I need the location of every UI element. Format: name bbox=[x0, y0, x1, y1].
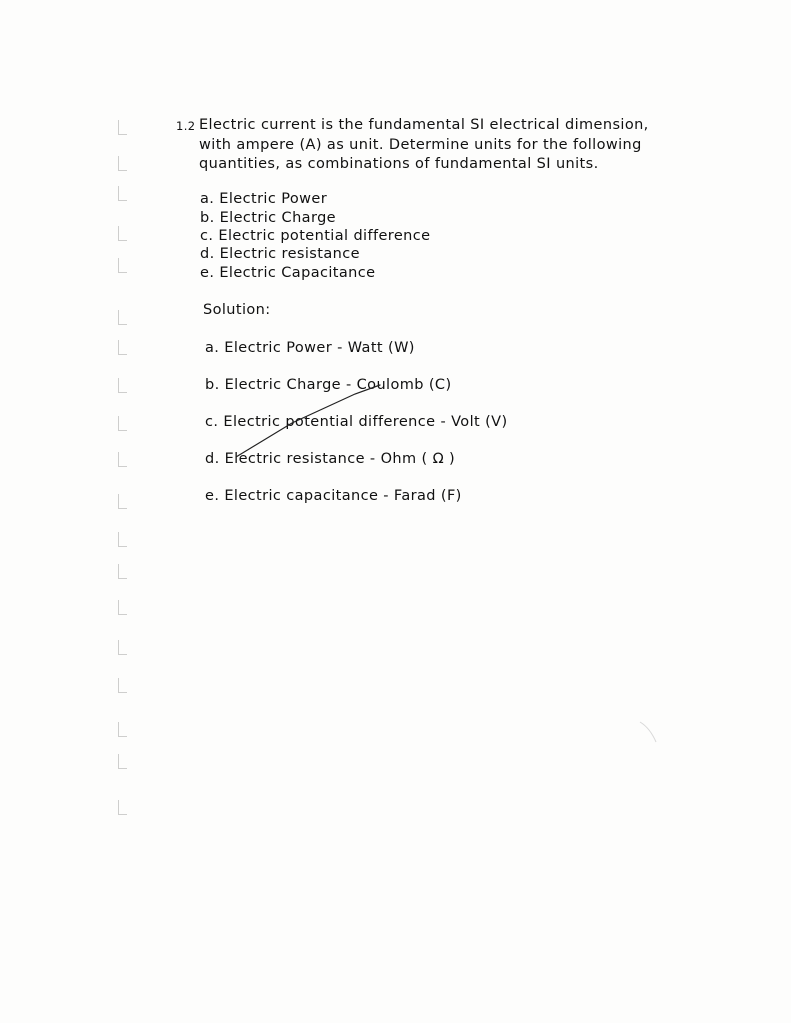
binder-mark bbox=[118, 340, 127, 355]
list-item-d: d. Electric resistance bbox=[200, 246, 360, 262]
problem-number: 1.2 bbox=[176, 119, 196, 133]
faint-paper-mark bbox=[640, 722, 656, 742]
binder-mark bbox=[118, 640, 127, 655]
binder-mark bbox=[118, 722, 127, 737]
binder-mark bbox=[118, 532, 127, 547]
answer-b: b. Electric Charge - Coulomb (C) bbox=[205, 377, 452, 393]
list-item-c: c. Electric potential difference bbox=[200, 228, 431, 244]
problem-text-line-2: with ampere (A) as unit. Determine units for the following bbox=[199, 137, 642, 153]
binder-mark bbox=[118, 378, 127, 393]
answer-c: c. Electric potential difference - Volt (V) bbox=[205, 414, 508, 430]
binder-mark bbox=[118, 452, 127, 467]
problem-text-line-3: quantities, as combinations of fundamental SI units. bbox=[199, 156, 599, 172]
binder-hole-marks bbox=[112, 100, 136, 820]
binder-mark bbox=[118, 258, 127, 273]
binder-mark bbox=[118, 600, 127, 615]
binder-mark bbox=[118, 800, 127, 815]
problem-text-line-1: Electric current is the fundamental SI electrical dimension, bbox=[199, 117, 649, 133]
list-item-e: e. Electric Capacitance bbox=[200, 265, 376, 281]
answer-a: a. Electric Power - Watt (W) bbox=[205, 340, 415, 356]
binder-mark bbox=[118, 156, 127, 171]
answer-d: d. Electric resistance - Ohm ( Ω ) bbox=[205, 451, 456, 467]
binder-mark bbox=[118, 120, 127, 135]
binder-mark bbox=[118, 226, 127, 241]
binder-mark bbox=[118, 186, 127, 201]
binder-mark bbox=[118, 678, 127, 693]
solution-heading: Solution: bbox=[203, 302, 271, 318]
binder-mark bbox=[118, 494, 127, 509]
binder-mark bbox=[118, 416, 127, 431]
answer-e: e. Electric capacitance - Farad (F) bbox=[205, 488, 462, 504]
list-item-b: b. Electric Charge bbox=[200, 210, 336, 226]
binder-mark bbox=[118, 310, 127, 325]
list-item-a: a. Electric Power bbox=[200, 191, 328, 207]
binder-mark bbox=[118, 564, 127, 579]
binder-mark bbox=[118, 754, 127, 769]
